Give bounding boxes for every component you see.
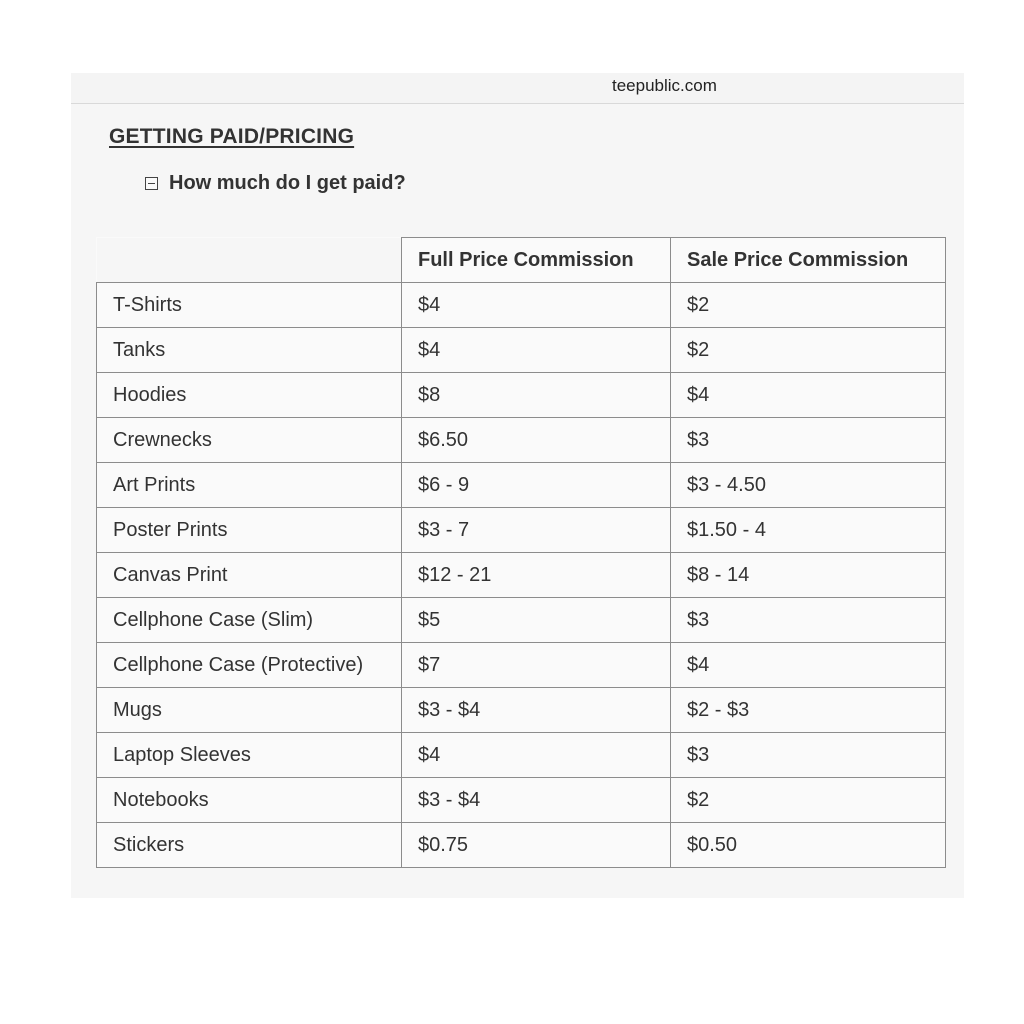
product-cell: Cellphone Case (Slim) [97, 598, 402, 643]
table-row [97, 688, 946, 733]
product-cell: Cellphone Case (Protective) [97, 643, 402, 688]
table-row [97, 418, 946, 463]
full-price-cell: $6 - 9 [402, 463, 671, 508]
header-full-price: Full Price Commission [402, 238, 671, 283]
full-price-cell: $3 - 7 [402, 508, 671, 553]
table-row [97, 823, 946, 868]
full-price-cell: $8 [402, 373, 671, 418]
product-cell: Laptop Sleeves [97, 733, 402, 778]
product-cell: Poster Prints [97, 508, 402, 553]
sale-price-cell: $2 - $3 [671, 688, 946, 733]
full-price-cell: $4 [402, 328, 671, 373]
sale-price-cell: $0.50 [671, 823, 946, 868]
table-row [97, 553, 946, 598]
product-cell: Stickers [97, 823, 402, 868]
table-row [97, 778, 946, 823]
full-price-cell: $4 [402, 733, 671, 778]
commission-table [96, 237, 946, 868]
product-cell: Notebooks [97, 778, 402, 823]
full-price-cell: $6.50 [402, 418, 671, 463]
sale-price-cell: $2 [671, 778, 946, 823]
full-price-cell: $7 [402, 643, 671, 688]
sale-price-cell: $4 [671, 373, 946, 418]
product-cell: Art Prints [97, 463, 402, 508]
table-row [97, 643, 946, 688]
table-row [97, 463, 946, 508]
sale-price-cell: $2 [671, 328, 946, 373]
content-panel [71, 73, 964, 898]
table-row [97, 508, 946, 553]
full-price-cell: $4 [402, 283, 671, 328]
table-row [97, 328, 946, 373]
full-price-cell: $0.75 [402, 823, 671, 868]
sale-price-cell: $4 [671, 643, 946, 688]
sale-price-cell: $1.50 - 4 [671, 508, 946, 553]
full-price-cell: $3 - $4 [402, 778, 671, 823]
full-price-cell: $3 - $4 [402, 688, 671, 733]
product-cell: Tanks [97, 328, 402, 373]
sale-price-cell: $3 - 4.50 [671, 463, 946, 508]
product-cell: Hoodies [97, 373, 402, 418]
product-cell: Crewnecks [97, 418, 402, 463]
full-price-cell: $5 [402, 598, 671, 643]
full-price-cell: $12 - 21 [402, 553, 671, 598]
sale-price-cell: $3 [671, 598, 946, 643]
product-cell: Canvas Print [97, 553, 402, 598]
table-row [97, 598, 946, 643]
sale-price-cell: $8 - 14 [671, 553, 946, 598]
sale-price-cell: $3 [671, 418, 946, 463]
sale-price-cell: $2 [671, 283, 946, 328]
sale-price-cell: $3 [671, 733, 946, 778]
product-cell: T-Shirts [97, 283, 402, 328]
header-sale-price: Sale Price Commission [671, 238, 946, 283]
address-bar[interactable] [71, 73, 964, 104]
table-row [97, 283, 946, 328]
header-blank [97, 238, 402, 283]
table-header-row [97, 238, 946, 283]
section-title: GETTING PAID/PRICING [109, 125, 355, 148]
url-text: teepublic.com [612, 76, 717, 95]
product-cell: Mugs [97, 688, 402, 733]
collapse-icon[interactable] [145, 177, 158, 190]
faq-toggle[interactable] [145, 172, 406, 195]
faq-question: How much do I get paid? [169, 172, 406, 194]
table-row [97, 733, 946, 778]
table-row [97, 373, 946, 418]
